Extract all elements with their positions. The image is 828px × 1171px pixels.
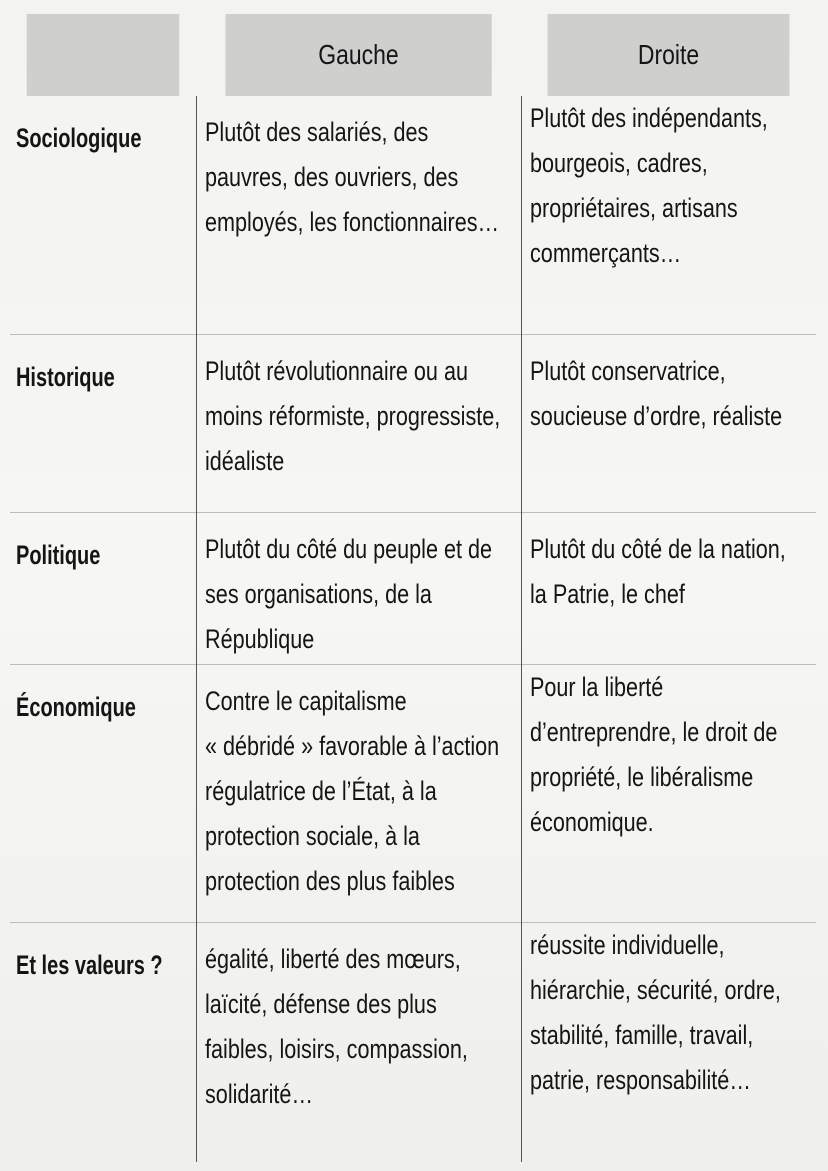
table-header <box>10 14 816 96</box>
cell-line: Plutôt du côté du peuple et de <box>204 533 492 564</box>
table-row <box>10 334 816 512</box>
gauche-cell <box>196 96 521 334</box>
row-label-cell <box>10 96 196 334</box>
cell-line: hiérarchie, sécurité, ordre, <box>529 974 781 1005</box>
header-gauche: Gauche <box>225 14 492 96</box>
cell-line: bourgeois, cadres, <box>529 148 708 178</box>
cell-line: faibles, loisirs, compassion, <box>204 1033 468 1064</box>
cell-line: moins réformiste, progressiste, <box>204 400 500 431</box>
row-label-cell <box>10 664 196 922</box>
cell-line: Plutôt des salariés, des <box>204 117 428 147</box>
cell-line: Plutôt révolutionnaire ou au <box>204 355 468 386</box>
table-row <box>10 922 816 1162</box>
left-right-comparison-table <box>10 14 816 1162</box>
table-row <box>10 512 816 664</box>
cell-line: ses organisations, de la <box>204 578 432 609</box>
cell-line: République <box>204 623 314 654</box>
cell-line: d’entreprendre, le droit de <box>529 716 777 747</box>
cell-line: Plutôt des indépendants, <box>529 103 768 133</box>
cell-line: employés, les fonctionnaires… <box>204 207 499 237</box>
cell-line: idéaliste <box>204 445 284 476</box>
cell-line: égalité, liberté des mœurs, <box>204 943 461 974</box>
row-label-cell <box>10 922 196 1162</box>
cell-line: commerçants… <box>529 238 681 268</box>
droite-cell <box>521 512 816 664</box>
row-label: Et les valeurs ? <box>16 949 163 980</box>
gauche-cell <box>196 334 521 512</box>
cell-line: protection des plus faibles <box>204 865 455 896</box>
cell-line: réussite individuelle, <box>529 929 725 960</box>
cell-line: laïcité, défense des plus <box>204 988 437 1019</box>
row-label: Historique <box>16 361 115 392</box>
table-row <box>10 96 816 334</box>
cell-line: stabilité, famille, travail, <box>529 1019 753 1050</box>
droite-cell <box>521 664 816 922</box>
row-label-cell <box>10 334 196 512</box>
header-droite: Droite <box>548 14 790 96</box>
header-corner-cell <box>27 14 180 96</box>
cell-line: la Patrie, le chef <box>529 578 685 609</box>
cell-line: protection sociale, à la <box>204 820 420 851</box>
row-label: Politique <box>16 539 101 570</box>
cell-line: solidarité… <box>204 1078 313 1109</box>
droite-cell <box>521 922 816 1162</box>
gauche-cell <box>196 512 521 664</box>
cell-line: propriété, le libéralisme <box>529 761 753 792</box>
table-row <box>10 664 816 922</box>
cell-line: patrie, responsabilité… <box>529 1064 751 1095</box>
droite-cell <box>521 334 816 512</box>
cell-line: « débridé » favorable à l’action <box>204 730 499 761</box>
row-label: Sociologique <box>16 123 142 153</box>
table-body <box>10 96 816 1162</box>
cell-line: Plutôt du côté de la nation, <box>529 533 786 564</box>
cell-line: économique. <box>529 806 654 837</box>
row-label-cell <box>10 512 196 664</box>
header-row <box>10 14 816 96</box>
cell-line: Plutôt conservatrice, <box>529 355 726 386</box>
cell-line: propriétaires, artisans <box>529 193 738 223</box>
cell-line: pauvres, des ouvriers, des <box>204 162 458 192</box>
cell-line: soucieuse d’ordre, réaliste <box>529 400 782 431</box>
cell-line: régulatrice de l’État, à la <box>204 775 437 806</box>
gauche-cell <box>196 922 521 1162</box>
cell-line: Contre le capitalisme <box>204 685 407 716</box>
gauche-cell <box>196 664 521 922</box>
cell-line: Pour la liberté <box>529 671 663 702</box>
row-label: Économique <box>16 691 136 722</box>
droite-cell <box>521 96 816 334</box>
